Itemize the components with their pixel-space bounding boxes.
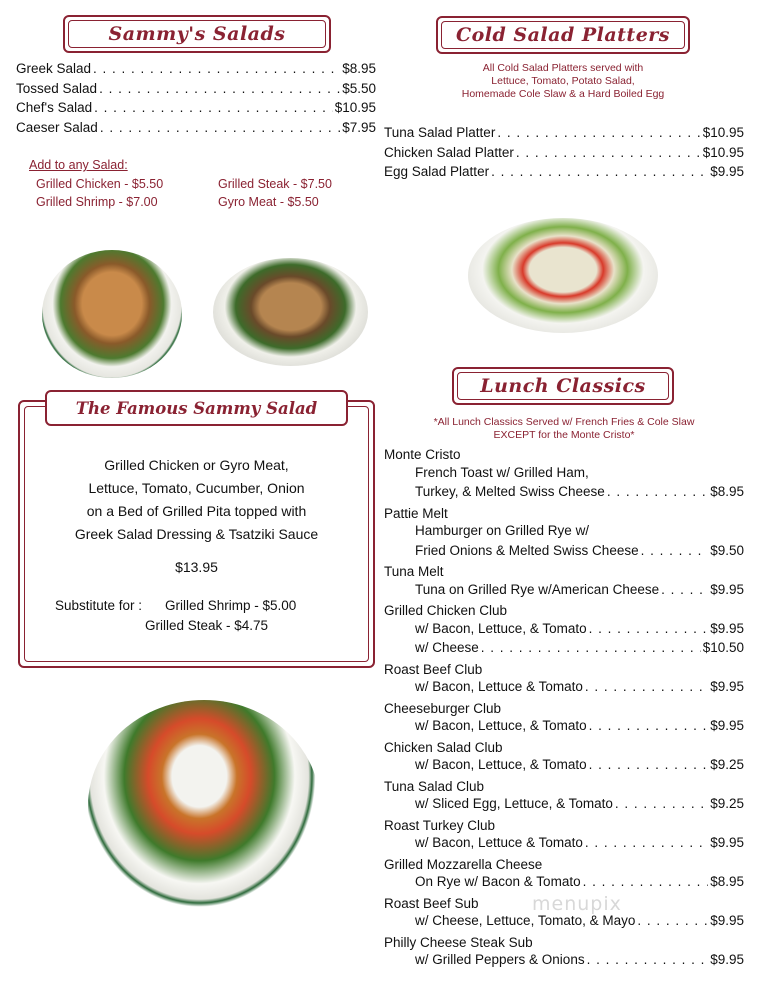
platters-note: All Cold Salad Platters served with Lettuce, Tomato, Potato Salad, Homemade Cole Slaw & a Hard Boiled Egg	[461, 62, 665, 100]
menu-item-line: w/ Grilled Peppers & Onions . . . $9.95	[384, 952, 744, 972]
addon-title: Add to any Salad:	[29, 158, 128, 172]
salad-bowl-image	[42, 250, 182, 378]
menu-item-name: Tuna Melt	[384, 564, 444, 579]
famous-salad-price: $13.95	[175, 559, 218, 575]
menu-item-line: w/ Bacon, Lettuce & Tomato . . . $9.95	[384, 679, 744, 699]
substitute-item: Grilled Steak - $4.75	[145, 618, 269, 633]
lunch-banner	[452, 367, 674, 405]
menu-item-name: Cheeseburger Club	[384, 700, 502, 716]
menu-item-name: Roast Beef Club	[384, 661, 483, 677]
list-item: Tossed Salad . . . $5.50	[16, 81, 376, 101]
menu-item-name: Grilled Chicken Club	[384, 603, 508, 618]
substitute-item: Grilled Shrimp - $5.00	[165, 598, 297, 613]
platters-title: Cold Salad Platters	[455, 24, 671, 46]
menu-item-line: On Rye w/ Bacon & Tomato . . . $8.95	[384, 874, 744, 894]
famous-salad-title: The Famous Sammy Salad	[75, 398, 318, 418]
platters-list	[384, 125, 744, 184]
menu-item-name: Chicken Salad Club	[384, 739, 503, 755]
addon-item: Gyro Meat - $5.50	[218, 195, 319, 209]
menu-item-name: Roast Turkey Club	[384, 817, 496, 833]
famous-salad-box	[18, 400, 375, 668]
menu-item-name: Philly Cheese Steak Sub	[384, 934, 533, 950]
menu-item-name: Grilled Mozzarella Cheese	[384, 856, 543, 872]
addon-item: Grilled Chicken - $5.50	[36, 177, 164, 191]
list-item: Tuna Salad Platter . . . $10.95	[384, 125, 744, 145]
menu-item-line: w/ Cheese, Lettuce, Tomato, & Mayo . . . $9.95	[384, 913, 744, 933]
list-item: Caeser Salad . . . $7.95	[16, 120, 376, 140]
menu-item-line: w/ Bacon, Lettuce, & Tomato . . . $9.95	[384, 718, 744, 738]
menu-item-line: w/ Bacon, Lettuce & Tomato . . . $9.95	[384, 835, 744, 855]
menu-item-line: French Toast w/ Grilled Ham,	[415, 464, 589, 480]
salads-banner	[63, 15, 331, 53]
salad-plate-image	[213, 258, 368, 366]
salads-title: Sammy's Salads	[108, 23, 286, 45]
list-item: Chef's Salad . . . $10.95	[16, 100, 376, 120]
platter-image	[468, 218, 658, 333]
salads-list	[16, 61, 376, 139]
menu-item-line: w/ Bacon, Lettuce, & Tomato . . . $9.95	[384, 621, 744, 641]
menu-item-name: Tuna Salad Club	[384, 778, 485, 794]
menu-item-line: Tuna on Grilled Rye w/American Cheese . . . $9.95	[384, 582, 744, 602]
watermark: menupix	[532, 893, 622, 915]
famous-salad-image	[88, 700, 320, 912]
menu-item-name: Roast Beef Sub	[384, 895, 479, 911]
lunch-note: *All Lunch Classics Served w/ French Fries & Cole Slaw EXCEPT for the Monte Cristo*	[433, 416, 695, 441]
addon-item: Grilled Steak - $7.50	[218, 177, 332, 191]
menu-item-name: Pattie Melt	[384, 505, 448, 521]
substitute-label: Substitute for :	[55, 598, 143, 613]
addon-item: Grilled Shrimp - $7.00	[36, 195, 158, 209]
menu-item-line: w/ Bacon, Lettuce, & Tomato . . . $9.25	[384, 757, 744, 777]
lunch-title: Lunch Classics	[480, 375, 646, 397]
list-item: Chicken Salad Platter . . . $10.95	[384, 145, 744, 165]
menu-item-line: Turkey, & Melted Swiss Cheese . . . $8.95	[384, 484, 744, 504]
menu-item-line: w/ Cheese . . . $10.50	[384, 640, 744, 660]
famous-salad-banner	[45, 390, 348, 426]
platters-banner	[436, 16, 690, 54]
list-item: Greek Salad . . . $8.95	[16, 61, 376, 81]
menu-item-line: Hamburger on Grilled Rye w/	[415, 523, 590, 538]
list-item: Egg Salad Platter . . . $9.95	[384, 164, 744, 184]
menu-item-line: Fried Onions & Melted Swiss Cheese . . . $9.50	[384, 543, 744, 563]
famous-salad-description: Grilled Chicken or Gyro Meat, Lettuce, Tomato, Cucumber, Onion on a Bed of Grilled Pita topped with Greek Salad Dressing & Tsatziki Sauce	[74, 457, 319, 542]
menu-item-name: Monte Cristo	[384, 447, 461, 462]
menu-item-line: w/ Sliced Egg, Lettuce, & Tomato . . . $9.25	[384, 796, 744, 816]
